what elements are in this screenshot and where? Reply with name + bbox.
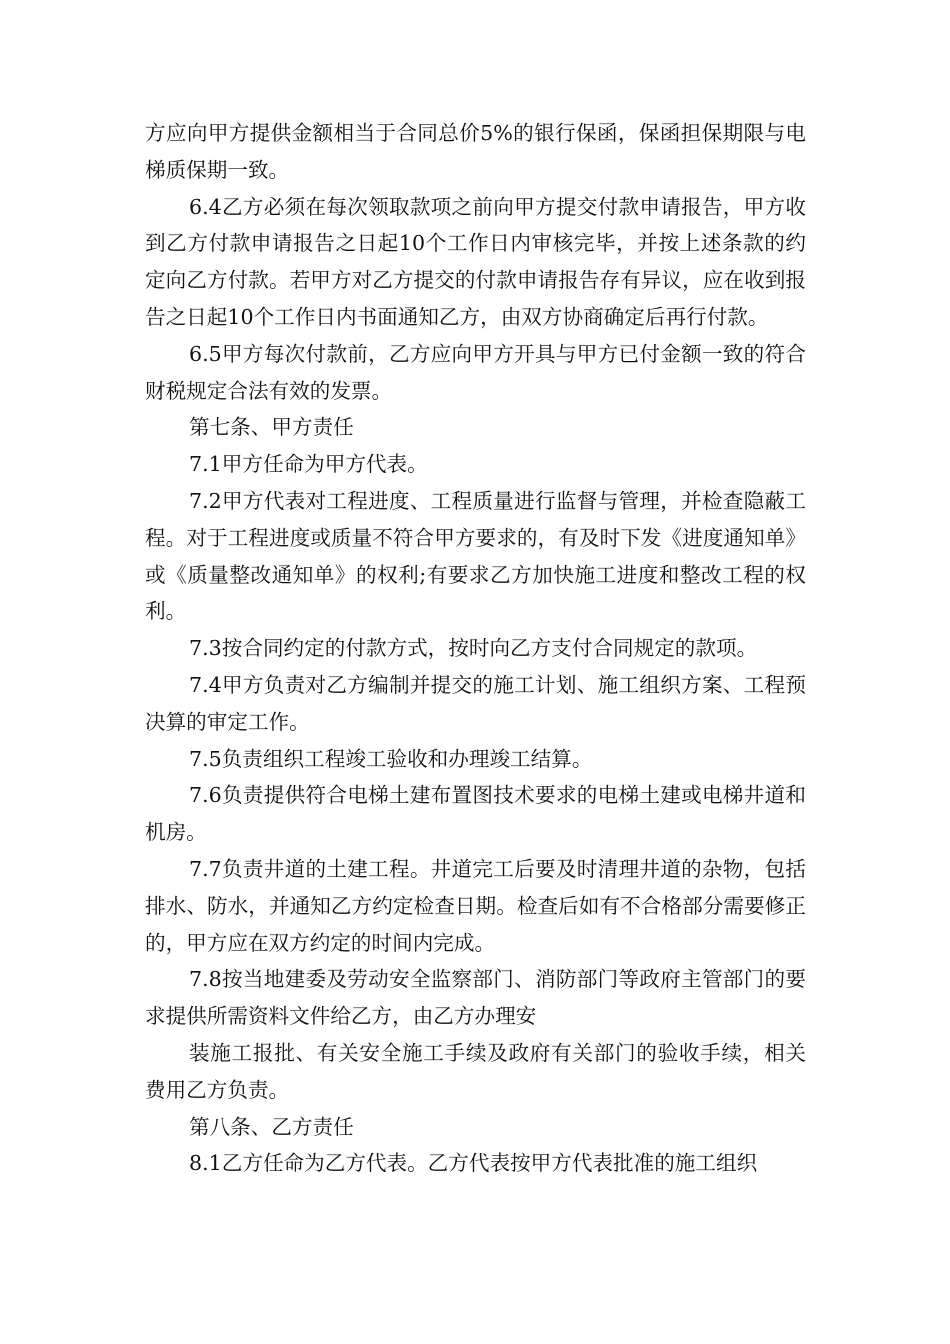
paragraph-7-7: 7.7负责井道的土建工程。井道完工后要及时清理井道的杂物，包括排水、防水，并通知乙方约定检查日期。检查后如有不合格部分需要修正的，甲方应在双方约定的时间内完成。 bbox=[145, 856, 806, 955]
paragraph-7-4: 7.4甲方负责对乙方编制并提交的施工计划、施工组织方案、工程预决算的审定工作。 bbox=[145, 672, 806, 734]
document-body bbox=[145, 115, 806, 1182]
paragraph-8-1: 8.1乙方任命为乙方代表。乙方代表按甲方代表批准的施工组织 bbox=[189, 1151, 758, 1176]
paragraph-7-6: 7.6负责提供符合电梯土建布置图技术要求的电梯土建或电梯井道和机房。 bbox=[145, 783, 806, 845]
paragraph-7-3: 7.3按合同约定的付款方式，按时向乙方支付合同规定的款项。 bbox=[189, 636, 758, 661]
paragraph-6-4: 6.4乙方必须在每次领取款项之前向甲方提交付款申请报告，甲方收到乙方付款申请报告之日起10个工作日内审核完毕，并按上述条款的约定向乙方付款。若甲方对乙方提交的付款申请报告存有异议，应在收到报告之日起10个工作日内书面通知乙方，由双方协商确定后再行付款。 bbox=[145, 194, 806, 329]
paragraph-7-8: 7.8按当地建委及劳动安全监察部门、消防部门等政府主管部门的要求提供所需资料文件给乙方，由乙方办理安 bbox=[145, 967, 806, 1029]
section-heading-article-8: 第八条、乙方责任 bbox=[189, 1114, 354, 1139]
paragraph-7-2: 7.2甲方代表对工程进度、工程质量进行监督与管理，并检查隐蔽工程。对于工程进度或质量不符合甲方要求的，有及时下发《进度通知单》或《质量整改通知单》的权利;有要求乙方加快施工进度和整改工程的权利。 bbox=[145, 488, 806, 624]
paragraph-7-1: 7.1甲方任命为甲方代表。 bbox=[189, 452, 428, 477]
paragraph-6-3-cont: 方应向甲方提供金额相当于合同总价5%的银行保函，保函担保期限与电梯质保期一致。 bbox=[145, 121, 806, 182]
paragraph-7-8-cont: 装施工报批、有关安全施工手续及政府有关部门的验收手续，相关费用乙方负责。 bbox=[145, 1040, 806, 1102]
paragraph-6-5: 6.5甲方每次付款前，乙方应向甲方开具与甲方已付金额一致的符合财税规定合法有效的发票。 bbox=[145, 341, 806, 403]
paragraph-7-5: 7.5负责组织工程竣工验收和办理竣工结算。 bbox=[189, 746, 593, 771]
section-heading-article-7: 第七条、甲方责任 bbox=[189, 415, 354, 440]
